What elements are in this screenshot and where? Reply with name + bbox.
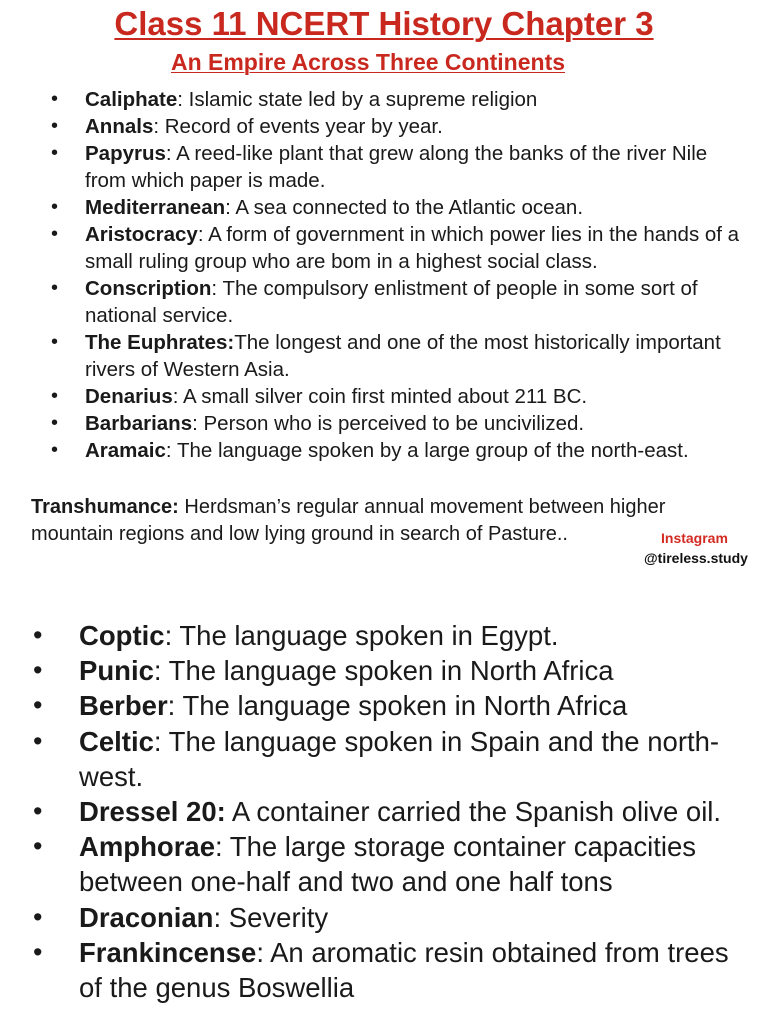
bullet-icon: •: [33, 620, 43, 650]
list-item: [0, 829, 768, 899]
list-item: [0, 113, 768, 140]
bullet-icon: •: [33, 690, 43, 721]
list-item: [0, 688, 768, 723]
bullet-icon: •: [51, 385, 59, 407]
term: Aristocracy: [85, 223, 198, 246]
definition: : A form of government in which power lies in the hands of a small ruling group who are bom in a highest social class.: [85, 223, 740, 273]
list-item: [0, 221, 768, 275]
list-item: [0, 437, 768, 464]
bullet-icon: •: [51, 331, 59, 353]
bullet-icon: •: [33, 655, 43, 686]
definition: : The language spoken by a large group of the north-east.: [165, 439, 689, 462]
list-item: [0, 383, 768, 410]
definition: Herdsman’s regular annual movement between higher mountain regions and low lying ground in search of Pasture..: [31, 496, 666, 545]
definition: The longest and one of the most historically important rivers of Western Asia.: [85, 331, 721, 381]
list-item: [0, 653, 768, 688]
term: The Euphrates:: [85, 331, 235, 354]
bullet-icon: •: [51, 115, 59, 137]
list-item: [0, 86, 768, 113]
bullet-icon: •: [51, 223, 59, 245]
list-item: [0, 275, 768, 329]
term: Barbarians: [85, 412, 193, 435]
bullet-icon: •: [51, 196, 59, 218]
term: Dressel 20:: [79, 796, 226, 828]
transhumance-paragraph: [31, 494, 731, 548]
definition: : The language spoken in North Africa: [167, 690, 628, 722]
bullet-icon: •: [51, 88, 59, 110]
bullet-icon: •: [51, 277, 59, 299]
term: Conscription: [85, 277, 212, 300]
bullet-icon: •: [33, 796, 43, 827]
definition: : A sea connected to the Atlantic ocean.: [225, 196, 584, 219]
list-item: [0, 724, 768, 794]
definition: : Person who is perceived to be uncivilized.: [192, 412, 585, 435]
definition: : A small silver coin first minted about 211 BC.: [172, 385, 588, 408]
term: Caliphate: [85, 88, 178, 111]
term: Punic: [79, 655, 154, 687]
page-subtitle: An Empire Across Three Continents: [170, 49, 566, 75]
definition: : Record of events year by year.: [153, 115, 443, 138]
list-item: [0, 935, 768, 1005]
definition: A container carried the Spanish olive oil.: [225, 796, 722, 828]
bullet-icon: •: [33, 725, 43, 756]
definition: : The large storage container capacities between one-half and two and one half tons: [79, 831, 697, 898]
term: Celtic: [79, 725, 154, 757]
term: Papyrus: [85, 142, 166, 165]
definition: : Islamic state led by a supreme religion: [177, 88, 538, 111]
definition: : The language spoken in Egypt.: [164, 620, 559, 651]
term: Annals: [85, 115, 154, 138]
definition: : An aromatic resin obtained from trees of the genus Boswellia: [79, 936, 729, 1004]
term: Coptic: [79, 620, 165, 651]
instagram-label: Instagram: [661, 530, 728, 546]
definition: : The language spoken in North Africa: [153, 655, 614, 687]
list-item: [0, 618, 768, 653]
bullet-icon: •: [33, 831, 43, 862]
term: Transhumance:: [31, 496, 179, 518]
term: Amphorae: [79, 831, 215, 863]
term: Mediterranean: [85, 196, 226, 219]
page-title: Class 11 NCERT History Chapter 3: [114, 5, 654, 42]
list-item: [0, 900, 768, 935]
definition: : The compulsory enlistment of people in some sort of national service.: [85, 277, 698, 327]
bullet-icon: •: [51, 412, 59, 434]
terms-list-1: [0, 86, 768, 464]
definition: : Severity: [213, 901, 329, 933]
bullet-icon: •: [51, 142, 59, 164]
bullet-icon: •: [33, 936, 43, 967]
list-item: [0, 410, 768, 437]
instagram-handle: @tireless.study: [644, 550, 748, 566]
definition: : A reed-like plant that grew along the banks of the river Nile from which paper is made.: [85, 142, 708, 192]
list-item: [0, 794, 768, 829]
bullet-icon: •: [33, 901, 43, 932]
term: Aramaic: [85, 439, 166, 462]
list-item: [0, 140, 768, 194]
term: Draconian: [79, 901, 214, 933]
definition: : The language spoken in Spain and the north-west.: [79, 725, 720, 792]
terms-list-2: [0, 618, 768, 1005]
list-item: [0, 194, 768, 221]
term: Frankincense: [79, 936, 257, 968]
bullet-icon: •: [51, 439, 59, 461]
list-item: [0, 329, 768, 383]
term: Berber: [79, 690, 168, 722]
term: Denarius: [85, 385, 173, 408]
